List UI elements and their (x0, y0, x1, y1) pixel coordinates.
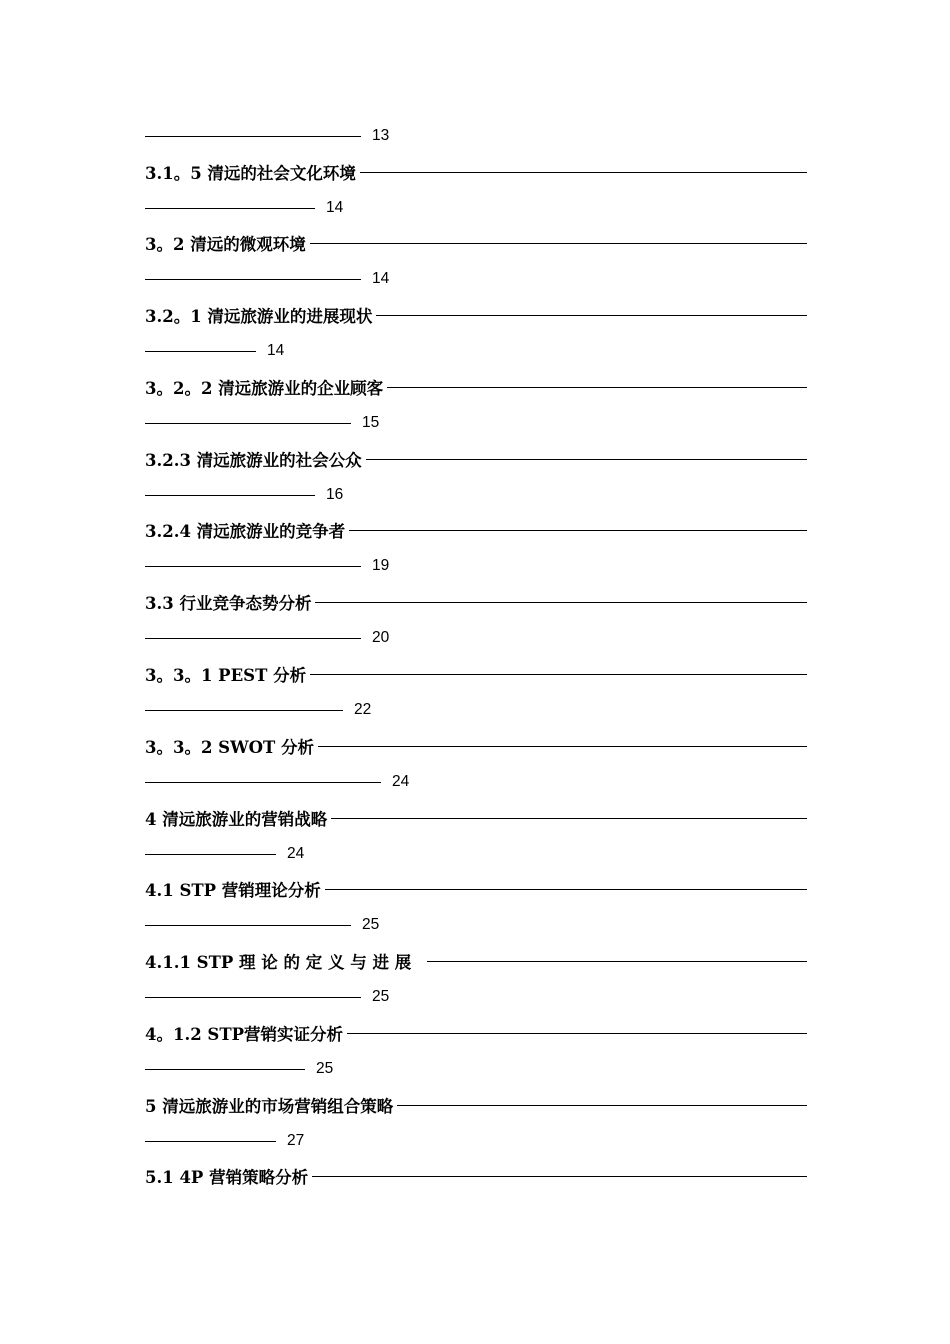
toc-entry-title: 3.2。1 清远旅游业的进展现状 (145, 307, 373, 326)
toc-entry[interactable] (145, 591, 807, 613)
toc-entry[interactable] (145, 950, 807, 972)
toc-page-number: 24 (287, 845, 305, 862)
toc-entry-title: 3。2 清远的微观环境 (145, 235, 306, 254)
leader-line (145, 710, 343, 711)
leader-line (360, 172, 807, 173)
toc-page-number: 14 (267, 342, 285, 359)
leader-line (427, 961, 807, 962)
toc-entry-title: 5 清远旅游业的市场营销组合策略 (145, 1097, 394, 1116)
toc-page-number: 19 (372, 557, 390, 574)
leader-line (310, 674, 807, 675)
toc-entry-title: 3.2.3 清远旅游业的社会公众 (145, 451, 362, 470)
toc-page-number: 25 (316, 1060, 334, 1077)
toc-entry[interactable] (145, 1165, 807, 1187)
toc-continuation (145, 484, 343, 506)
leader-line (145, 423, 351, 424)
toc-entry-title: 3.3 行业竞争态势分析 (145, 594, 312, 613)
toc-continuation (145, 699, 371, 721)
toc-entry[interactable] (145, 878, 807, 900)
toc-entry[interactable] (145, 232, 807, 254)
toc-continuation (145, 914, 379, 936)
toc-page-number: 25 (362, 916, 380, 933)
leader-line (145, 208, 315, 209)
toc-continuation (145, 771, 409, 793)
toc-page-number: 25 (372, 988, 390, 1005)
toc-page-number: 27 (287, 1132, 305, 1149)
toc-entry[interactable] (145, 735, 807, 757)
leader-line (145, 638, 361, 639)
toc-page-number: 14 (326, 199, 344, 216)
toc-entry-title: 5.1 4P 营销策略分析 (145, 1168, 309, 1187)
toc-page-number: 20 (372, 629, 390, 646)
toc-entry[interactable] (145, 663, 807, 685)
toc-page-number: 13 (372, 127, 390, 144)
toc-continuation (145, 197, 343, 219)
toc-page-number: 15 (362, 414, 380, 431)
toc-entry[interactable] (145, 161, 807, 183)
toc-entry-title: 3。3。1 PEST 分析 (145, 666, 307, 685)
leader-line (145, 351, 256, 352)
leader-line (145, 495, 315, 496)
toc-entry-title: 3。3。2 SWOT 分析 (145, 738, 315, 757)
toc-entry[interactable] (145, 304, 807, 326)
toc-continuation (145, 340, 284, 362)
toc-continuation (145, 986, 389, 1008)
leader-line (145, 854, 276, 855)
toc-entry[interactable] (145, 1094, 807, 1116)
toc-continuation (145, 555, 389, 577)
leader-line (387, 387, 807, 388)
leader-line (145, 925, 351, 926)
toc-entry[interactable] (145, 807, 807, 829)
leader-line (145, 782, 381, 783)
toc-entry[interactable] (145, 448, 807, 470)
leader-line (145, 566, 361, 567)
leader-line (145, 136, 361, 137)
leader-line (397, 1105, 807, 1106)
toc-continuation (145, 268, 389, 290)
leader-line (312, 1176, 807, 1177)
leader-line (145, 279, 361, 280)
leader-line (145, 1069, 305, 1070)
leader-line (310, 243, 807, 244)
leader-line (145, 997, 361, 998)
leader-line (349, 530, 807, 531)
toc-entry-title: 4.1 STP 营销理论分析 (145, 881, 321, 900)
leader-line (318, 746, 807, 747)
leader-line (331, 818, 807, 819)
toc-continuation (145, 412, 379, 434)
toc-continuation (145, 125, 389, 147)
toc-page-number: 24 (392, 773, 410, 790)
toc-entry-title: 4。1.2 STP营销实证分析 (145, 1025, 344, 1044)
toc-continuation (145, 1058, 333, 1080)
toc-page-number: 14 (372, 270, 390, 287)
leader-line (325, 889, 807, 890)
toc-entry-title: 3。2。2 清远旅游业的企业顾客 (145, 379, 384, 398)
toc-entry-title: 4 清远旅游业的营销战略 (145, 810, 328, 829)
toc-entry[interactable] (145, 376, 807, 398)
toc-continuation (145, 843, 304, 865)
leader-line (347, 1033, 807, 1034)
leader-line (145, 1141, 276, 1142)
leader-line (366, 459, 807, 460)
toc-entry[interactable] (145, 1022, 807, 1044)
toc-continuation (145, 627, 389, 649)
toc-page-number: 16 (326, 486, 344, 503)
toc-entry[interactable] (145, 519, 807, 541)
toc-page-number: 22 (354, 701, 372, 718)
toc-entry-title: 3.1。5 清远的社会文化环境 (145, 164, 356, 183)
toc-entry-title: 3.2.4 清远旅游业的竞争者 (145, 522, 346, 541)
toc-continuation (145, 1130, 304, 1152)
leader-line (376, 315, 807, 316)
toc-entry-title: 4.1.1 STP 理 论 的 定 义 与 进 展 (145, 953, 412, 972)
leader-line (315, 602, 807, 603)
